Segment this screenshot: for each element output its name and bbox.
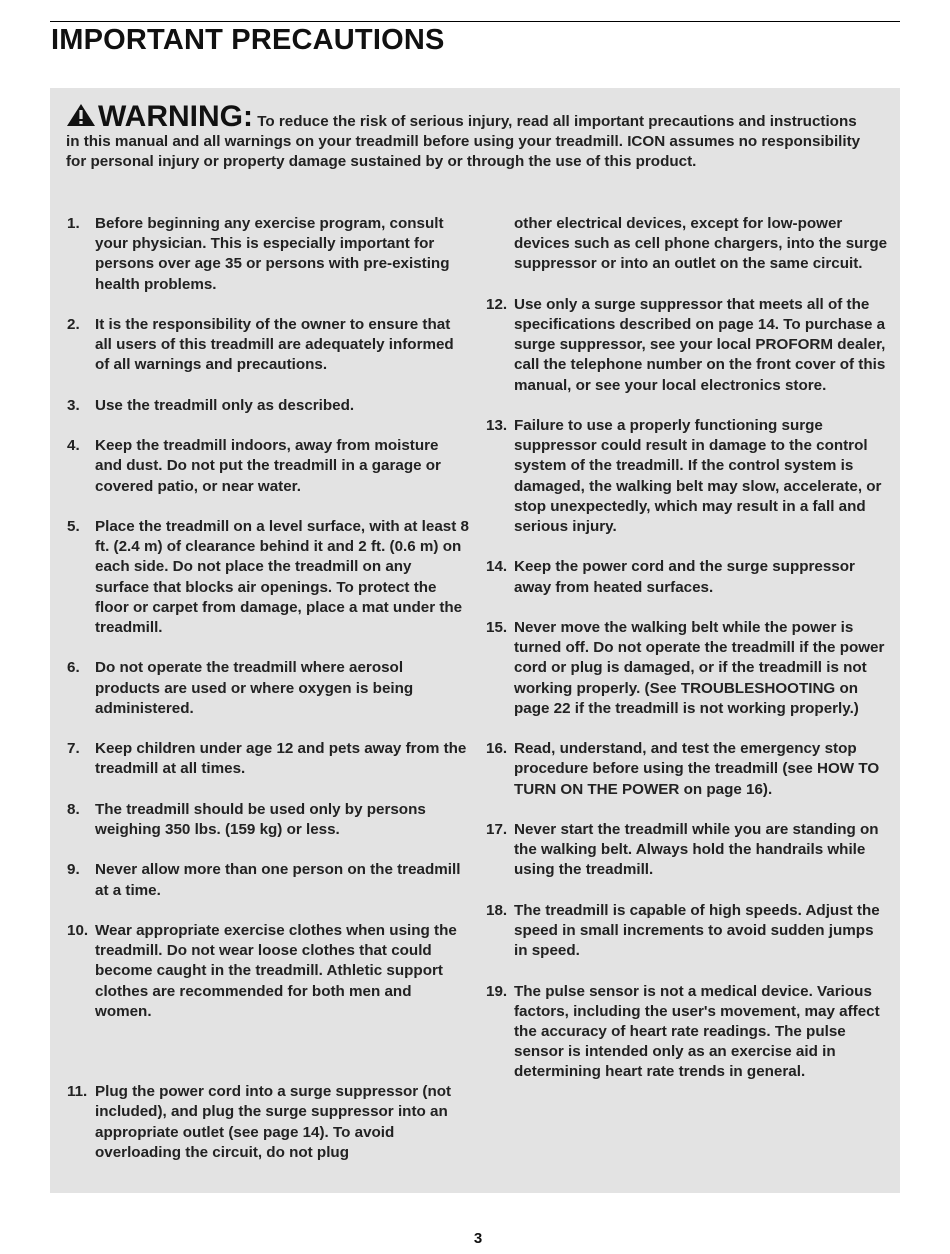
precautions-right-column [486,214,888,1103]
precaution-item-10: 10. Wear appropriate exercise clothes when using the treadmill. Do not wear loose clothes that could become caught in the treadmill. Athletic support clothes are recommended for both men and women. [67,921,457,1020]
warning-heading: WARNING: [98,100,253,133]
precaution-item-6: 6. Do not operate the treadmill where aerosol products are used or where oxygen is being administered. [67,659,414,717]
precaution-item-8: 8. The treadmill should be used only by persons weighing 350 lbs. (159 kg) or less. [67,800,426,838]
precaution-item-15: 15. Never move the walking belt while the power is turned off. Do not operate the treadmill if the power cord or plug is damaged, or if the treadmill is not working properly. (See TROUBLESHOOTING on page 22 if the treadmill is not working properly.) [486,619,885,717]
precaution-item-1: 1. Before beginning any exercise program, consult your physician. This is especially important for persons over age 35 or persons with pre-existing health problems. [67,215,450,293]
precaution-item-14: 14. Keep the power cord and the surge suppressor away from heated surfaces. [486,558,855,596]
precaution-item-17: 17. Never start the treadmill while you are standing on the walking belt. Always hold the handrails while using the treadmill. [486,821,879,879]
precaution-item-12: 12. Use only a surge suppressor that meets all of the specifications described on page 14. To purchase a surge suppressor, see your local PROFORM dealer, call the telephone number on the front cover of this manual, or see your local electronics store. [486,295,886,394]
warning-triangle-icon [66,103,96,127]
precaution-item-2: 2. It is the responsibility of the owner to ensure that all users of this treadmill are adequately informed of all warnings and precautions. [67,316,454,374]
precautions-left-column [67,214,469,1183]
precaution-item-7: 7. Keep children under age 12 and pets away from the treadmill at all times. [67,740,467,778]
precaution-item-11: 11. Plug the power cord into a surge suppressor (not included), and plug the surge suppressor into an appropriate outlet (see page 14). To avoid overloading the circuit, do not plug [67,1083,452,1161]
precaution-item-4: 4. Keep the treadmill indoors, away from moisture and dust. Do not put the treadmill in a garage or covered patio, or near water. [67,437,441,495]
precaution-item-11-continued: other electrical devices, except for low-power devices such as cell phone chargers, into the surge suppressor or into an outlet on the same circuit. [514,215,888,273]
page-title: IMPORTANT PRECAUTIONS [51,24,445,56]
warning-text: To reduce the risk of serious injury, read all important precautions and instructions in this manual and all warnings on your treadmill before using your treadmill. ICON assumes no responsibility for personal injury or property damage sustained by or through the use of this product. [66,113,861,171]
precaution-item-5: 5. Place the treadmill on a level surface, with at least 8 ft. (2.4 m) of clearance behind it and 2 ft. (0.6 m) on each side. Do not place the treadmill on any surface that blocks air openings. To protect the floor or carpet from damage, place a mat under the treadmill. [67,517,469,636]
warning-block [66,100,866,173]
precaution-item-9: 9. Never allow more than one person on the treadmill at a time. [67,861,461,899]
precaution-item-18: 18. The treadmill is capable of high speeds. Adjust the speed in small increments to avoid sudden jumps in speed. [486,901,880,960]
column-gap [67,1042,469,1082]
precaution-item-3: 3. Use the treadmill only as described. [67,396,355,414]
page-number: 3 [473,1230,483,1247]
precaution-item-13: 13. Failure to use a properly functioning surge suppressor could result in damage to the control system of the treadmill. If the control system is damaged, the walking belt may slow, accelerate, or stop unexpectedly, which may result in a fall and serious injury. [486,417,882,536]
top-rule [50,21,900,22]
precaution-item-16: 16. Read, understand, and test the emergency stop procedure before using the treadmill (see HOW TO TURN ON THE POWER on page 16). [486,740,880,798]
precaution-item-19: 19. The pulse sensor is not a medical device. Various factors, including the user's movement, may affect the accuracy of heart rate readings. The pulse sensor is intended only as an exercise aid in determining heart rate trends in general. [486,982,880,1081]
